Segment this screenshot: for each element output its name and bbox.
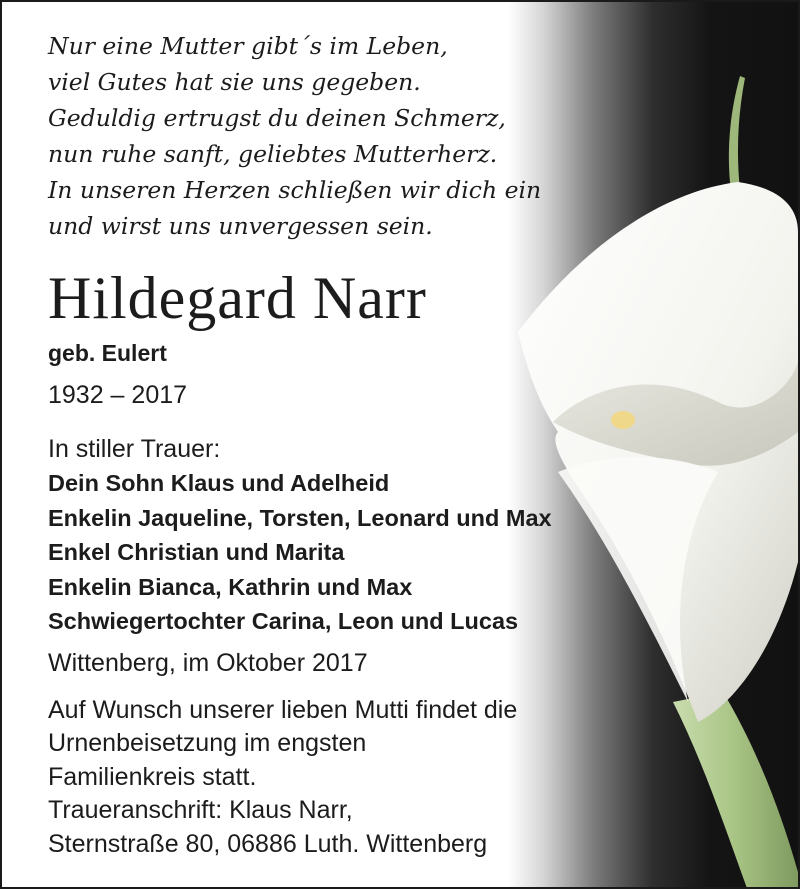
life-dates: 1932 – 2017: [48, 381, 188, 409]
funeral-notice: [48, 694, 608, 862]
family-list: [48, 466, 608, 639]
poem-line: viel Gutes hat sie uns gegeben.: [48, 68, 421, 96]
poem-line: Nur eine Mutter gibt´s im Leben,: [48, 32, 448, 60]
family-member: Dein Sohn Klaus und Adelheid: [48, 470, 390, 496]
family-member: Enkel Christian und Marita: [48, 539, 345, 565]
family-member: Schwiegertochter Carina, Leon und Lucas: [48, 608, 519, 634]
poem-line: und wirst uns unvergessen sein.: [48, 212, 433, 240]
mourning-intro: In stiller Trauer:: [48, 435, 221, 463]
family-member: Enkelin Jaqueline, Torsten, Leonard und Max: [48, 504, 552, 531]
notice-line: Sternstraße 80, 06886 Luth. Wittenberg: [48, 829, 488, 858]
poem-line: In unseren Herzen schließen wir dich ein: [48, 176, 542, 204]
notice-line: Auf Wunsch unserer lieben Mutti findet die: [48, 695, 518, 724]
poem-line: nun ruhe sanft, geliebtes Mutterherz.: [48, 140, 498, 168]
family-member: Enkelin Bianca, Kathrin und Max: [48, 573, 413, 600]
memorial-poem: [48, 28, 608, 244]
maiden-name: geb. Eulert: [48, 340, 167, 366]
notice-line: Familienkreis statt.: [48, 762, 257, 791]
notice-line: Urnenbeisetzung im engsten: [48, 729, 367, 757]
notice-line: Traueranschrift: Klaus Narr,: [48, 796, 353, 824]
obituary-text: [48, 28, 608, 861]
poem-line: Geduldig ertrugst du deinen Schmerz,: [48, 104, 506, 132]
deceased-name: Hildegard Narr: [48, 265, 427, 331]
place-date: Wittenberg, im Oktober 2017: [48, 648, 368, 677]
